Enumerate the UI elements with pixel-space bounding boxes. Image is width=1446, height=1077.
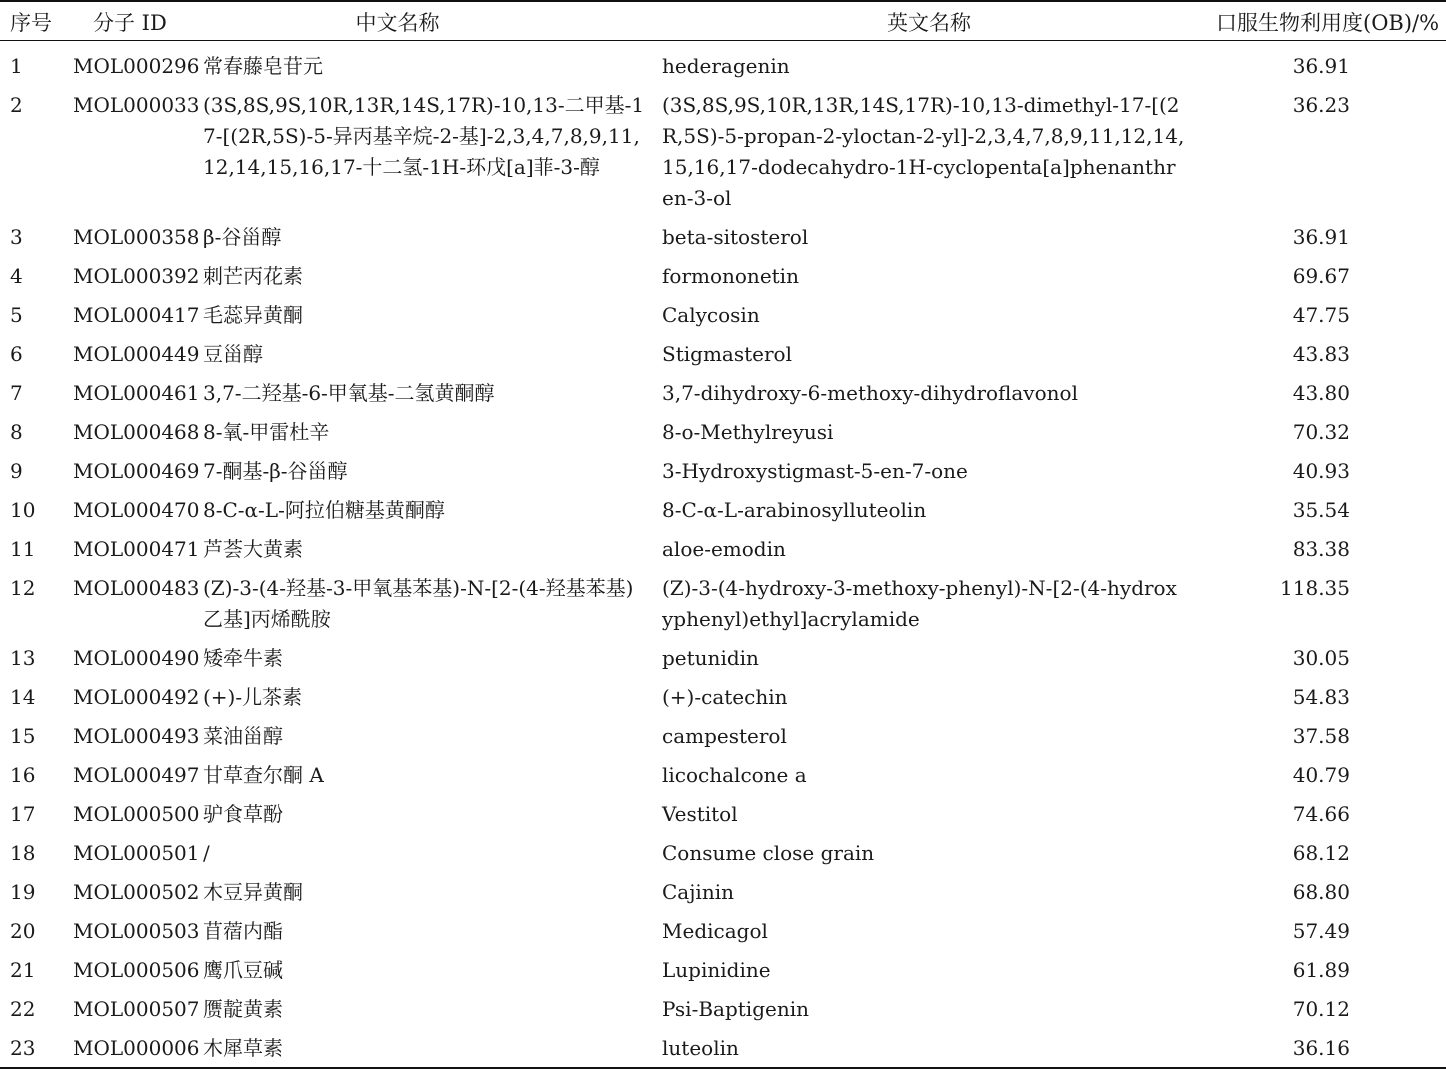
cell-mol-id: MOL000483 xyxy=(73,576,200,600)
cell-ob: 70.12 xyxy=(1292,997,1350,1021)
cell-cn-name: 豆甾醇 xyxy=(203,342,263,366)
table-row xyxy=(0,834,1446,873)
table-row xyxy=(0,335,1446,374)
cell-ob: 30.05 xyxy=(1292,646,1350,670)
cell-mol-id: MOL000503 xyxy=(73,919,200,943)
cell-no: 20 xyxy=(10,919,36,943)
cell-en-name: Lupinidine xyxy=(662,958,771,982)
cell-cn-name: 赝靛黄素 xyxy=(203,997,283,1021)
table-top-rule xyxy=(0,0,1446,2)
cell-cn-name: 木犀草素 xyxy=(203,1036,283,1060)
cell-no: 17 xyxy=(10,802,36,826)
cell-cn-name: 驴食草酚 xyxy=(203,802,283,826)
cell-en-name: Vestitol xyxy=(662,802,738,826)
cell-en-name: campesterol xyxy=(662,724,787,748)
table-row xyxy=(0,491,1446,530)
cell-mol-id: MOL000417 xyxy=(73,303,200,327)
table-row xyxy=(0,569,1446,639)
cell-mol-id: MOL000507 xyxy=(73,997,200,1021)
cell-mol-id: MOL000461 xyxy=(73,381,200,405)
cell-en-name: (+)-catechin xyxy=(662,685,788,709)
table-row xyxy=(0,86,1446,218)
cell-cn-name: 8-C-α-L-阿拉伯糖基黄酮醇 xyxy=(203,498,445,522)
cell-no: 8 xyxy=(10,420,23,444)
cell-ob: 43.80 xyxy=(1292,381,1350,405)
cell-ob: 68.12 xyxy=(1292,841,1350,865)
cell-mol-id: MOL000501 xyxy=(73,841,200,865)
cell-ob: 36.91 xyxy=(1292,54,1350,78)
table-body xyxy=(0,41,1446,1068)
cell-ob: 36.91 xyxy=(1292,225,1350,249)
cell-no: 22 xyxy=(10,997,36,1021)
cell-en-name: 8-o-Methylreyusi xyxy=(662,420,834,444)
cell-no: 19 xyxy=(10,880,36,904)
cell-mol-id: MOL000449 xyxy=(73,342,200,366)
cell-mol-id: MOL000493 xyxy=(73,724,200,748)
cell-cn-name: (+)-儿茶素 xyxy=(203,685,303,709)
cell-no: 7 xyxy=(10,381,23,405)
cell-mol-id: MOL000033 xyxy=(73,93,200,117)
cell-ob: 70.32 xyxy=(1292,420,1350,444)
cell-en-name: (Z)-3-(4-hydroxy-3-methoxy-phenyl)-N-[2-(4-hydroxyphenyl)ethyl]acrylamide xyxy=(662,576,1177,631)
cell-no: 9 xyxy=(10,459,23,483)
cell-no: 3 xyxy=(10,225,23,249)
table-row xyxy=(0,873,1446,912)
table-row xyxy=(0,452,1446,491)
cell-no: 12 xyxy=(10,576,36,600)
table-row xyxy=(0,374,1446,413)
cell-cn-name: 常春藤皂苷元 xyxy=(203,54,323,78)
cell-mol-id: MOL000497 xyxy=(73,763,200,787)
cell-mol-id: MOL000469 xyxy=(73,459,200,483)
header-no: 序号 xyxy=(10,11,52,35)
table-row xyxy=(0,413,1446,452)
cell-no: 23 xyxy=(10,1036,36,1060)
header-en-name: 英文名称 xyxy=(887,11,971,35)
table-row xyxy=(0,530,1446,569)
cell-mol-id: MOL000358 xyxy=(73,225,200,249)
table-row xyxy=(0,218,1446,257)
cell-cn-name: 菜油甾醇 xyxy=(203,724,283,748)
cell-no: 5 xyxy=(10,303,23,327)
table-row xyxy=(0,639,1446,678)
table-row xyxy=(0,41,1446,86)
cell-cn-name: 鹰爪豆碱 xyxy=(203,958,283,982)
cell-en-name: luteolin xyxy=(662,1036,739,1060)
cell-ob: 61.89 xyxy=(1292,958,1350,982)
cell-cn-name: (3S,8S,9S,10R,13R,14S,17R)-10,13-二甲基-17-[(2R,5S)-5-异丙基辛烷-2-基]-2,3,4,7,8,9,11,12,14,15,16,17-十二氢-1H-环戊[a]菲-3-醇 xyxy=(203,93,645,179)
cell-cn-name: β-谷甾醇 xyxy=(203,225,282,249)
cell-no: 21 xyxy=(10,958,36,982)
cell-ob: 40.93 xyxy=(1292,459,1350,483)
cell-en-name: aloe-emodin xyxy=(662,537,786,561)
cell-no: 18 xyxy=(10,841,36,865)
cell-en-name: 3-Hydroxystigmast-5-en-7-one xyxy=(662,459,968,483)
cell-no: 1 xyxy=(10,54,23,78)
table-row xyxy=(0,678,1446,717)
cell-mol-id: MOL000471 xyxy=(73,537,200,561)
table-row xyxy=(0,717,1446,756)
cell-ob: 35.54 xyxy=(1292,498,1350,522)
cell-en-name: Stigmasterol xyxy=(662,342,792,366)
cell-no: 15 xyxy=(10,724,36,748)
cell-no: 4 xyxy=(10,264,23,288)
cell-cn-name: 芦荟大黄素 xyxy=(203,537,303,561)
table-row xyxy=(0,951,1446,990)
cell-cn-name: 毛蕊异黄酮 xyxy=(203,303,303,327)
cell-cn-name: 木豆异黄酮 xyxy=(203,880,303,904)
cell-ob: 83.38 xyxy=(1292,537,1350,561)
cell-no: 11 xyxy=(10,537,36,561)
cell-mol-id: MOL000490 xyxy=(73,646,200,670)
cell-en-name: Consume close grain xyxy=(662,841,875,865)
cell-en-name: Calycosin xyxy=(662,303,760,327)
header-ob: 口服生物利用度(OB)/% xyxy=(1216,11,1440,35)
cell-ob: 54.83 xyxy=(1292,685,1350,709)
cell-no: 6 xyxy=(10,342,23,366)
header-row xyxy=(0,6,1446,41)
cell-mol-id: MOL000296 xyxy=(73,54,200,78)
cell-en-name: petunidin xyxy=(662,646,759,670)
cell-mol-id: MOL000500 xyxy=(73,802,200,826)
cell-cn-name: (Z)-3-(4-羟基-3-甲氧基苯基)-N-[2-(4-羟基苯基)乙基]丙烯酰胺 xyxy=(203,576,634,631)
cell-no: 16 xyxy=(10,763,36,787)
cell-mol-id: MOL000502 xyxy=(73,880,200,904)
cell-cn-name: 刺芒丙花素 xyxy=(203,264,303,288)
table-header xyxy=(0,6,1446,41)
cell-en-name: 3,7-dihydroxy-6-methoxy-dihydroflavonol xyxy=(662,381,1078,405)
cell-no: 13 xyxy=(10,646,36,670)
cell-cn-name: 8-氧-甲雷杜辛 xyxy=(203,420,330,444)
header-cn-name: 中文名称 xyxy=(355,11,440,35)
compound-table xyxy=(0,6,1446,1068)
cell-cn-name: / xyxy=(203,841,210,865)
cell-en-name: Medicagol xyxy=(662,919,768,943)
cell-no: 2 xyxy=(10,93,23,117)
cell-cn-name: 矮牵牛素 xyxy=(203,646,283,670)
table-row xyxy=(0,1029,1446,1068)
table-row xyxy=(0,912,1446,951)
table-row xyxy=(0,257,1446,296)
table-row xyxy=(0,990,1446,1029)
cell-en-name: formononetin xyxy=(662,264,799,288)
cell-no: 10 xyxy=(10,498,36,522)
cell-en-name: licochalcone a xyxy=(662,763,807,787)
cell-ob: 74.66 xyxy=(1292,802,1350,826)
cell-no: 14 xyxy=(10,685,36,709)
cell-mol-id: MOL000506 xyxy=(73,958,200,982)
cell-ob: 40.79 xyxy=(1292,763,1350,787)
cell-mol-id: MOL000468 xyxy=(73,420,200,444)
cell-ob: 37.58 xyxy=(1292,724,1350,748)
table-row xyxy=(0,795,1446,834)
table-row xyxy=(0,756,1446,795)
cell-en-name: 8-C-α-L-arabinosylluteolin xyxy=(662,498,927,522)
cell-ob: 118.35 xyxy=(1280,576,1350,600)
cell-mol-id: MOL000492 xyxy=(73,685,200,709)
cell-en-name: Psi-Baptigenin xyxy=(662,997,809,1021)
cell-cn-name: 甘草查尔酮 A xyxy=(203,763,324,787)
cell-cn-name: 苜蓿内酯 xyxy=(203,919,283,943)
cell-ob: 36.23 xyxy=(1292,93,1350,117)
cell-mol-id: MOL000006 xyxy=(73,1036,200,1060)
table-row xyxy=(0,296,1446,335)
cell-cn-name: 3,7-二羟基-6-甲氧基-二氢黄酮醇 xyxy=(203,381,495,405)
cell-cn-name: 7-酮基-β-谷甾醇 xyxy=(203,459,348,483)
cell-mol-id: MOL000470 xyxy=(73,498,200,522)
cell-en-name: hederagenin xyxy=(662,54,790,78)
cell-ob: 69.67 xyxy=(1292,264,1350,288)
cell-ob: 57.49 xyxy=(1292,919,1350,943)
cell-ob: 47.75 xyxy=(1292,303,1350,327)
cell-en-name: beta-sitosterol xyxy=(662,225,809,249)
cell-ob: 68.80 xyxy=(1292,880,1350,904)
cell-en-name: (3S,8S,9S,10R,13R,14S,17R)-10,13-dimethyl-17-[(2R,5S)-5-propan-2-yloctan-2-yl]-2,3,4,7,8,9,11,12,14,15,16,17-dodecahydro-1H-cyclopenta[a]phenanthren-3-ol xyxy=(662,93,1185,210)
cell-ob: 36.16 xyxy=(1292,1036,1350,1060)
cell-ob: 43.83 xyxy=(1292,342,1350,366)
cell-mol-id: MOL000392 xyxy=(73,264,200,288)
header-mol-id: 分子 ID xyxy=(93,11,167,35)
cell-en-name: Cajinin xyxy=(662,880,734,904)
